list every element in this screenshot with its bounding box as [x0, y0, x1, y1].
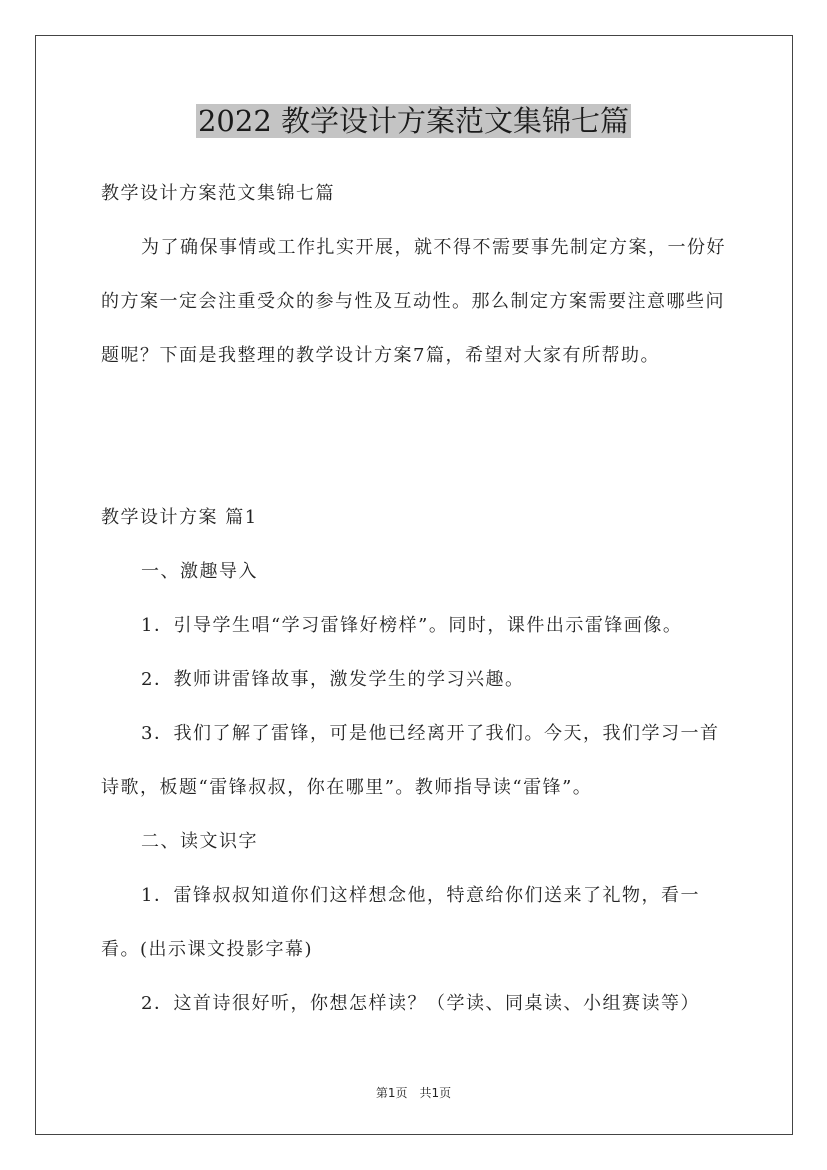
intro-paragraph: 为了确保事情或工作扎实开展，就不得不需要事先制定方案，一份好的方案一定会注重受众的参与性及互动性。那么制定方案需要注意哪些问题呢？下面是我整理的教学设计方案7篇，希望对大家有所帮助。: [101, 237, 726, 366]
document-subtitle: 教学设计方案范文集锦七篇: [101, 183, 335, 204]
part1-item-3: 3．我们了解了雷锋，可是他已经离开了我们。今天，我们学习一首诗歌，板题“雷锋叔叔，你在哪里”。教师指导读“雷锋”。: [101, 723, 720, 798]
part2-item-1: 1．雷锋叔叔知道你们这样想念他，特意给你们送来了礼物，看一看。(出示课文投影字幕): [101, 885, 700, 960]
part1-item-2: 2．教师讲雷锋故事，激发学生的学习兴趣。: [141, 669, 525, 690]
page-footer: 第1页 共1页: [375, 1086, 452, 1100]
document-title-text: 2022 教学设计方案范文集锦七篇: [197, 104, 630, 138]
section-heading: 教学设计方案 篇1: [101, 507, 258, 528]
document-title: [0, 101, 827, 141]
part1-heading: 一、激趣导入: [141, 561, 258, 582]
part2-heading: 二、读文识字: [141, 831, 258, 852]
part2-item-2: 2．这首诗很好听，你想怎样读？（学读、同桌读、小组赛读等）: [141, 993, 700, 1014]
part1-item-1: 1．引导学生唱“学习雷锋好榜样”。同时，课件出示雷锋画像。: [141, 615, 683, 636]
